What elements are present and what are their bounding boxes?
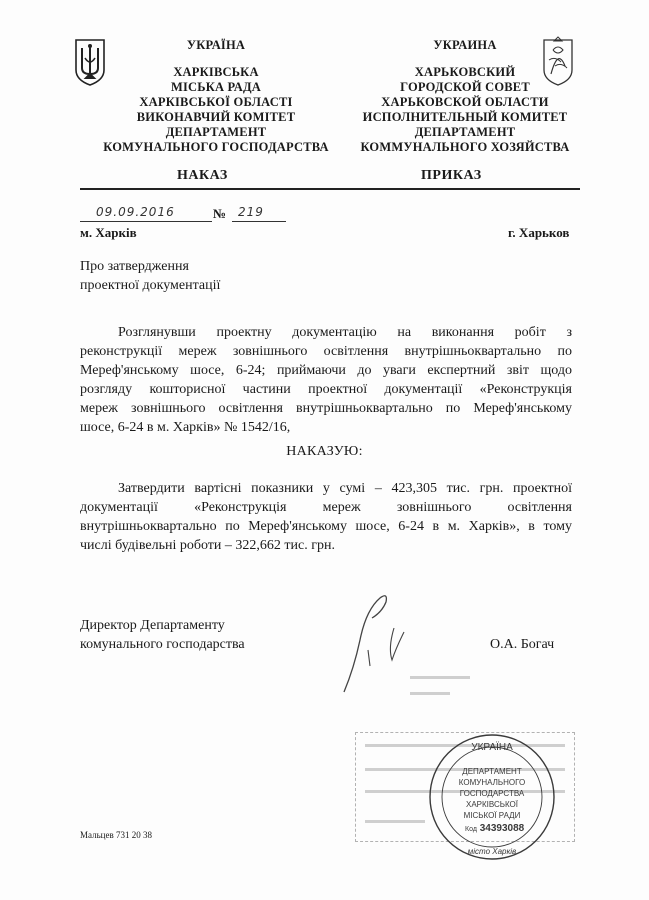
seal-outer-text: УКРАЇНА xyxy=(471,742,513,753)
date-field xyxy=(80,207,212,222)
header-line: ВИКОНАВЧИЙ КОМІТЕТ xyxy=(136,110,296,124)
place-russian: г. Харьков xyxy=(508,225,570,240)
position-line: комунального господарства xyxy=(80,637,245,652)
number-value: 219 xyxy=(238,205,264,219)
preamble-paragraph xyxy=(80,323,572,437)
order-word: НАКАЗУЮ: xyxy=(286,444,363,459)
subject xyxy=(80,257,220,295)
header-line: КОММУНАЛЬНОГО ХОЗЯЙСТВА xyxy=(360,140,570,154)
official-round-seal xyxy=(427,732,557,862)
paragraph-line: числі будівельні роботи – 322,662 тис. грн. xyxy=(80,538,335,553)
header-line: ХАРЬКОВСКИЙ xyxy=(414,65,516,79)
seal-code-label: Код xyxy=(465,826,477,833)
header-line: МІСЬКА РАДА xyxy=(170,80,262,94)
position-line: Директор Департаменту xyxy=(80,618,225,633)
header-divider xyxy=(80,188,580,190)
signatory-name: О.А. Богач xyxy=(490,637,555,652)
header-line: ХАРКІВСЬКОЇ ОБЛАСТІ xyxy=(139,95,293,109)
faint-mark xyxy=(410,692,450,695)
seal-line: МІСЬКОЇ РАДИ xyxy=(463,811,521,820)
handwritten-signature xyxy=(336,588,456,698)
subject-line: проектної документації xyxy=(80,278,221,293)
country-name: УКРАЇНА xyxy=(186,38,246,52)
number-sign: № xyxy=(213,206,227,221)
header-line: ГОРОДСКОЙ СОВЕТ xyxy=(400,80,530,94)
paragraph-line: реконструкції мереж зовнішнього освітлення внутрішньоквартально по xyxy=(80,344,572,359)
header-line: ХАРЬКОВСКОЙ ОБЛАСТИ xyxy=(381,95,549,109)
paragraph-line: Затвердити вартісні показники у сумі – 423,305 тис. грн. проектної xyxy=(118,481,572,496)
seal-line: ХАРКІВСЬКОЇ xyxy=(465,800,519,809)
paragraph-line: шосе, 6-24 в м. Харків» № 1542/16, xyxy=(80,420,291,435)
faint-mark xyxy=(365,820,425,823)
seal-bottom-text: місто Харків xyxy=(467,847,517,856)
paragraph-line: розгляду кошторисної частини проектної документації «Реконструкція xyxy=(80,382,572,397)
header-line: ХАРКІВСЬКА xyxy=(173,65,259,79)
header-ukrainian xyxy=(86,38,346,155)
executor-contact: Мальцев 731 20 38 xyxy=(80,830,152,840)
faint-mark xyxy=(410,676,470,679)
seal-line: ДЕПАРТАМЕНТ xyxy=(462,767,522,776)
place-ukrainian: м. Харків xyxy=(80,225,137,240)
number-field xyxy=(232,207,286,222)
subject-line: Про затвердження xyxy=(80,259,189,274)
paragraph-line: мереж зовнішнього освітлення внутрішньоквартально по Мереф'янському xyxy=(80,401,572,416)
signatory-position xyxy=(80,616,245,654)
header-line: ИСПОЛНИТЕЛЬНЫЙ КОМИТЕТ xyxy=(362,110,568,124)
country-name: УКРАИНА xyxy=(433,38,497,52)
paragraph-line: документації «Реконструкція мереж зовнішнього освітлення xyxy=(80,500,572,515)
seal-line: ГОСПОДАРСТВА xyxy=(459,789,525,798)
paragraph-line: Розглянувши проектну документацію на виконання робіт з xyxy=(118,325,572,340)
header-line: ДЕПАРТАМЕНТ xyxy=(165,125,267,139)
paragraph-line: внутрішньоквартально по Мереф'янському шосе, 6-24 в м. Харків», в тому xyxy=(80,519,572,534)
seal-line: КОМУНАЛЬНОГО xyxy=(458,778,526,787)
header-russian xyxy=(345,38,585,155)
header-line: КОМУНАЛЬНОГО ГОСПОДАРСТВА xyxy=(103,140,329,154)
date-value: 09.09.2016 xyxy=(96,205,175,219)
header-line: ДЕПАРТАМЕНТ xyxy=(414,125,516,139)
doc-type-russian: ПРИКАЗ xyxy=(421,168,482,183)
order-paragraph xyxy=(80,479,572,555)
doc-type-ukrainian: НАКАЗ xyxy=(177,168,228,183)
paragraph-line: Мереф'янському шосе, 6-24; приймаючи до уваги експертний звіт щодо xyxy=(80,363,572,378)
seal-code: 34393088 xyxy=(479,823,525,834)
